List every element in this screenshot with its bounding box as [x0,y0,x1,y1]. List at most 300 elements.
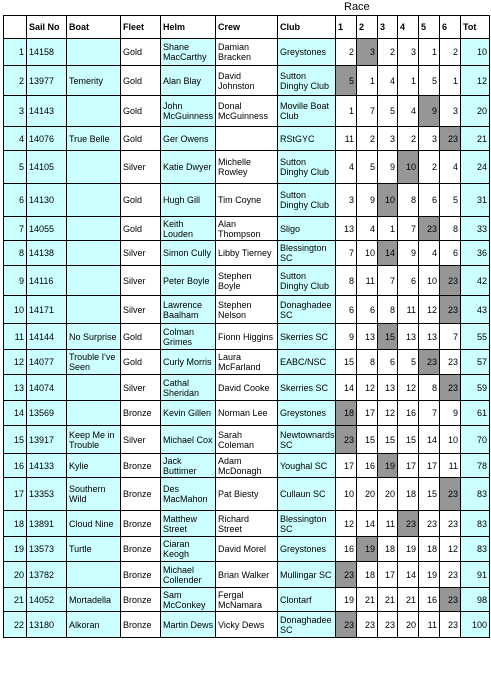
race-3-score: 4 [378,66,398,96]
header-row [4,16,490,39]
crew-name: David Cooke [216,375,278,401]
row-index: 9 [4,266,27,296]
boat-name [67,39,121,66]
race-3-score: 7 [378,266,398,296]
header-sail-no: Sail No [27,16,67,39]
race-3-score: 1 [378,217,398,241]
race-1-score: 23 [336,426,357,454]
race-5-score: 5 [419,66,440,96]
race-6-score: 12 [440,537,461,562]
results-table [3,15,490,638]
total-score: 21 [461,127,490,151]
row-index: 21 [4,588,27,612]
crew-name: Tim Coyne [216,184,278,217]
crew-name: David Johnston [216,66,278,96]
club-name: Donaghadee SC [278,296,336,324]
race-1-score: 15 [336,350,357,375]
boat-name [67,184,121,217]
race-6-score: 23 [440,266,461,296]
helm-name: Matthew Street [161,511,216,537]
race-1-score: 8 [336,266,357,296]
race-3-score: 15 [378,426,398,454]
race-1-score: 17 [336,454,357,478]
race-5-score: 10 [419,266,440,296]
race-2-score: 3 [357,39,378,66]
boat-name [67,266,121,296]
race-5-score: 3 [419,127,440,151]
fleet: Gold [121,184,161,217]
race-1-score: 14 [336,375,357,401]
table-row [4,537,490,562]
table-row [4,127,490,151]
boat-name: Alkoran [67,612,121,638]
race-5-score: 2 [419,151,440,184]
race-5-score: 23 [419,217,440,241]
race-5-score: 1 [419,39,440,66]
race-3-score: 20 [378,478,398,511]
table-row [4,66,490,96]
helm-name: Katie Dwyer [161,151,216,184]
race-3-score: 21 [378,588,398,612]
table-row [4,39,490,66]
club-name: Sutton Dinghy Club [278,151,336,184]
race-6-score: 23 [440,350,461,375]
crew-name: Sarah Coleman [216,426,278,454]
club-name: Skerries SC [278,324,336,350]
header-index [4,16,27,39]
race-3-score: 5 [378,96,398,127]
fleet: Silver [121,375,161,401]
row-index: 16 [4,454,27,478]
sail-number: 14105 [27,151,67,184]
total-score: 78 [461,454,490,478]
table-row [4,96,490,127]
race-1-score: 10 [336,478,357,511]
sail-number: 14138 [27,241,67,266]
fleet: Bronze [121,537,161,562]
race-3-score: 13 [378,375,398,401]
table-row [4,151,490,184]
club-name: Sutton Dinghy Club [278,66,336,96]
helm-name: Kevin Gillen [161,401,216,426]
table-row [4,401,490,426]
race-5-score: 15 [419,478,440,511]
race-1-score: 12 [336,511,357,537]
table-row [4,511,490,537]
race-2-score: 5 [357,151,378,184]
club-name: EABC/NSC [278,350,336,375]
race-3-score: 19 [378,454,398,478]
header-fleet: Fleet [121,16,161,39]
club-name: Skerries SC [278,375,336,401]
row-index: 22 [4,612,27,638]
helm-name: Michael Collender [161,562,216,588]
fleet: Gold [121,324,161,350]
race-3-score: 10 [378,184,398,217]
header-boat: Boat [67,16,121,39]
race-3-score: 11 [378,511,398,537]
row-index: 2 [4,66,27,96]
race-4-score: 13 [398,324,419,350]
race-4-score: 14 [398,562,419,588]
race-5-score: 19 [419,562,440,588]
sail-number: 14077 [27,350,67,375]
helm-name: Lawrence Baalham [161,296,216,324]
total-score: 59 [461,375,490,401]
race-1-score: 19 [336,588,357,612]
race-3-score: 9 [378,151,398,184]
race-3-score: 6 [378,350,398,375]
fleet: Gold [121,66,161,96]
race-2-score: 8 [357,350,378,375]
crew-name: Libby Tierney [216,241,278,266]
race-4-score: 4 [398,96,419,127]
sail-number: 14171 [27,296,67,324]
boat-name [67,151,121,184]
race-1-score: 23 [336,612,357,638]
helm-name: Hugh Gill [161,184,216,217]
crew-name: Brian Walker [216,562,278,588]
race-1-score: 5 [336,66,357,96]
race-2-score: 2 [357,127,378,151]
race-1-score: 18 [336,401,357,426]
header-race-5: 5 [419,16,440,39]
race-4-score: 18 [398,478,419,511]
table-row [4,266,490,296]
crew-name: Richard Street [216,511,278,537]
race-4-score: 6 [398,266,419,296]
race-5-score: 17 [419,454,440,478]
row-index: 15 [4,426,27,454]
total-score: 36 [461,241,490,266]
race-caption: Race [344,1,370,13]
fleet: Bronze [121,511,161,537]
sail-number: 14143 [27,96,67,127]
club-name: Greystones [278,401,336,426]
sail-number: 13353 [27,478,67,511]
race-6-score: 6 [440,241,461,266]
club-name: Moville Boat Club [278,96,336,127]
race-2-score: 19 [357,537,378,562]
total-score: 55 [461,324,490,350]
race-4-score: 9 [398,241,419,266]
boat-name: No Surprise [67,324,121,350]
race-6-score: 2 [440,39,461,66]
crew-name: Fionn Higgins [216,324,278,350]
crew-name: Alan Thompson [216,217,278,241]
race-6-score: 23 [440,511,461,537]
header-race-2: 2 [357,16,378,39]
race-5-score: 23 [419,350,440,375]
header-race-6: 6 [440,16,461,39]
race-5-score: 6 [419,184,440,217]
race-3-score: 2 [378,39,398,66]
sail-number: 14052 [27,588,67,612]
row-index: 18 [4,511,27,537]
boat-name: Southern Wild [67,478,121,511]
race-3-score: 12 [378,401,398,426]
row-index: 3 [4,96,27,127]
table-row [4,562,490,588]
table-row [4,324,490,350]
boat-name: Temerity [67,66,121,96]
helm-name: Curly Morris [161,350,216,375]
total-score: 57 [461,350,490,375]
sail-number: 13977 [27,66,67,96]
club-name: Mullingar SC [278,562,336,588]
helm-name: Ger Owens [161,127,216,151]
helm-name: John McGuinness [161,96,216,127]
race-1-score: 7 [336,241,357,266]
total-score: 83 [461,511,490,537]
club-name: Blessington SC [278,511,336,537]
total-score: 61 [461,401,490,426]
race-5-score: 11 [419,612,440,638]
race-1-score: 11 [336,127,357,151]
race-2-score: 17 [357,401,378,426]
fleet: Silver [121,241,161,266]
fleet: Bronze [121,612,161,638]
race-1-score: 16 [336,537,357,562]
race-3-score: 15 [378,324,398,350]
helm-name: Keith Louden [161,217,216,241]
race-4-score: 15 [398,426,419,454]
sail-number: 14076 [27,127,67,151]
race-3-score: 8 [378,296,398,324]
fleet: Silver [121,426,161,454]
race-2-score: 7 [357,96,378,127]
race-3-score: 18 [378,537,398,562]
race-2-score: 1 [357,66,378,96]
race-3-score: 14 [378,241,398,266]
race-5-score: 23 [419,511,440,537]
club-name: Greystones [278,39,336,66]
boat-name [67,96,121,127]
crew-name [216,127,278,151]
row-index: 4 [4,127,27,151]
race-5-score: 16 [419,588,440,612]
table-row [4,241,490,266]
boat-name: Keep Me in Trouble [67,426,121,454]
row-index: 11 [4,324,27,350]
table-row [4,184,490,217]
club-name: Sligo [278,217,336,241]
row-index: 5 [4,151,27,184]
boat-name: Cloud Nine [67,511,121,537]
fleet: Bronze [121,478,161,511]
race-4-score: 19 [398,537,419,562]
race-5-score: 8 [419,375,440,401]
crew-name: Fergal McNamara [216,588,278,612]
race-6-score: 23 [440,375,461,401]
helm-name: Des MacMahon [161,478,216,511]
race-5-score: 4 [419,241,440,266]
race-2-score: 14 [357,511,378,537]
boat-name: Trouble I've Seen [67,350,121,375]
sail-number: 14144 [27,324,67,350]
row-index: 6 [4,184,27,217]
row-index: 17 [4,478,27,511]
crew-name: Norman Lee [216,401,278,426]
race-5-score: 9 [419,96,440,127]
header-race-4: 4 [398,16,419,39]
race-6-score: 23 [440,127,461,151]
total-score: 70 [461,426,490,454]
table-row [4,217,490,241]
race-5-score: 13 [419,324,440,350]
race-2-score: 18 [357,562,378,588]
table-row [4,296,490,324]
total-score: 98 [461,588,490,612]
club-name: Sutton Dinghy Club [278,184,336,217]
race-6-score: 7 [440,324,461,350]
boat-name [67,217,121,241]
race-6-score: 5 [440,184,461,217]
crew-name: Adam McDonagh [216,454,278,478]
boat-name: Turtle [67,537,121,562]
crew-name: Stephen Boyle [216,266,278,296]
race-2-score: 12 [357,375,378,401]
table-row [4,478,490,511]
crew-name: Laura McFarland [216,350,278,375]
row-index: 1 [4,39,27,66]
row-index: 8 [4,241,27,266]
sail-number: 14055 [27,217,67,241]
helm-name: Simon Cully [161,241,216,266]
total-score: 43 [461,296,490,324]
header-crew: Crew [216,16,278,39]
fleet: Silver [121,266,161,296]
table-row [4,426,490,454]
boat-name [67,296,121,324]
race-1-score: 13 [336,217,357,241]
crew-name: Donal McGuinness [216,96,278,127]
race-6-score: 11 [440,454,461,478]
race-6-score: 3 [440,96,461,127]
race-6-score: 23 [440,562,461,588]
race-4-score: 10 [398,151,419,184]
club-name: RStGYC [278,127,336,151]
boat-name: Mortadella [67,588,121,612]
race-2-score: 15 [357,426,378,454]
helm-name: Alan Blay [161,66,216,96]
sail-number: 13917 [27,426,67,454]
sail-number: 13569 [27,401,67,426]
race-4-score: 2 [398,127,419,151]
fleet: Gold [121,96,161,127]
boat-name: True Belle [67,127,121,151]
helm-name: Michael Cox [161,426,216,454]
crew-name: Damian Bracken [216,39,278,66]
race-1-score: 23 [336,562,357,588]
header-race-1: 1 [336,16,357,39]
race-3-score: 23 [378,612,398,638]
fleet: Bronze [121,454,161,478]
race-2-score: 16 [357,454,378,478]
race-4-score: 3 [398,39,419,66]
race-6-score: 9 [440,401,461,426]
header-helm: Helm [161,16,216,39]
fleet: Bronze [121,588,161,612]
crew-name: Vicky Dews [216,612,278,638]
helm-name: Cathal Sheridan [161,375,216,401]
row-index: 10 [4,296,27,324]
total-score: 91 [461,562,490,588]
race-6-score: 8 [440,217,461,241]
race-5-score: 14 [419,426,440,454]
race-6-score: 10 [440,426,461,454]
club-name: Cullaun SC [278,478,336,511]
race-4-score: 16 [398,401,419,426]
fleet: Silver [121,151,161,184]
club-name: Greystones [278,537,336,562]
results-body [4,39,490,638]
table-row [4,454,490,478]
boat-name [67,241,121,266]
header-race-3: 3 [378,16,398,39]
race-3-score: 17 [378,562,398,588]
race-2-score: 6 [357,296,378,324]
total-score: 33 [461,217,490,241]
race-4-score: 5 [398,350,419,375]
table-row [4,350,490,375]
helm-name: Shane MacCarthy [161,39,216,66]
race-2-score: 20 [357,478,378,511]
race-4-score: 1 [398,66,419,96]
sail-number: 14116 [27,266,67,296]
race-6-score: 23 [440,478,461,511]
fleet: Bronze [121,401,161,426]
race-4-score: 20 [398,612,419,638]
row-index: 20 [4,562,27,588]
total-score: 100 [461,612,490,638]
race-4-score: 8 [398,184,419,217]
total-score: 20 [461,96,490,127]
crew-name: David Morel [216,537,278,562]
race-2-score: 23 [357,612,378,638]
table-row [4,375,490,401]
table-row [4,612,490,638]
race-6-score: 23 [440,296,461,324]
helm-name: Ciaran Keogh [161,537,216,562]
race-6-score: 1 [440,66,461,96]
race-1-score: 6 [336,296,357,324]
sail-number: 13180 [27,612,67,638]
total-score: 12 [461,66,490,96]
race-5-score: 18 [419,537,440,562]
helm-name: Martin Dews [161,612,216,638]
total-score: 31 [461,184,490,217]
race-4-score: 11 [398,296,419,324]
total-score: 83 [461,478,490,511]
total-score: 42 [461,266,490,296]
row-index: 13 [4,375,27,401]
sail-number: 14074 [27,375,67,401]
race-1-score: 1 [336,96,357,127]
race-1-score: 9 [336,324,357,350]
club-name: Clontarf [278,588,336,612]
fleet: Bronze [121,562,161,588]
race-4-score: 17 [398,454,419,478]
boat-name [67,375,121,401]
sail-number: 13573 [27,537,67,562]
helm-name: Jack Buttimer [161,454,216,478]
race-3-score: 3 [378,127,398,151]
sail-number: 14130 [27,184,67,217]
table-row [4,588,490,612]
row-index: 7 [4,217,27,241]
total-score: 10 [461,39,490,66]
